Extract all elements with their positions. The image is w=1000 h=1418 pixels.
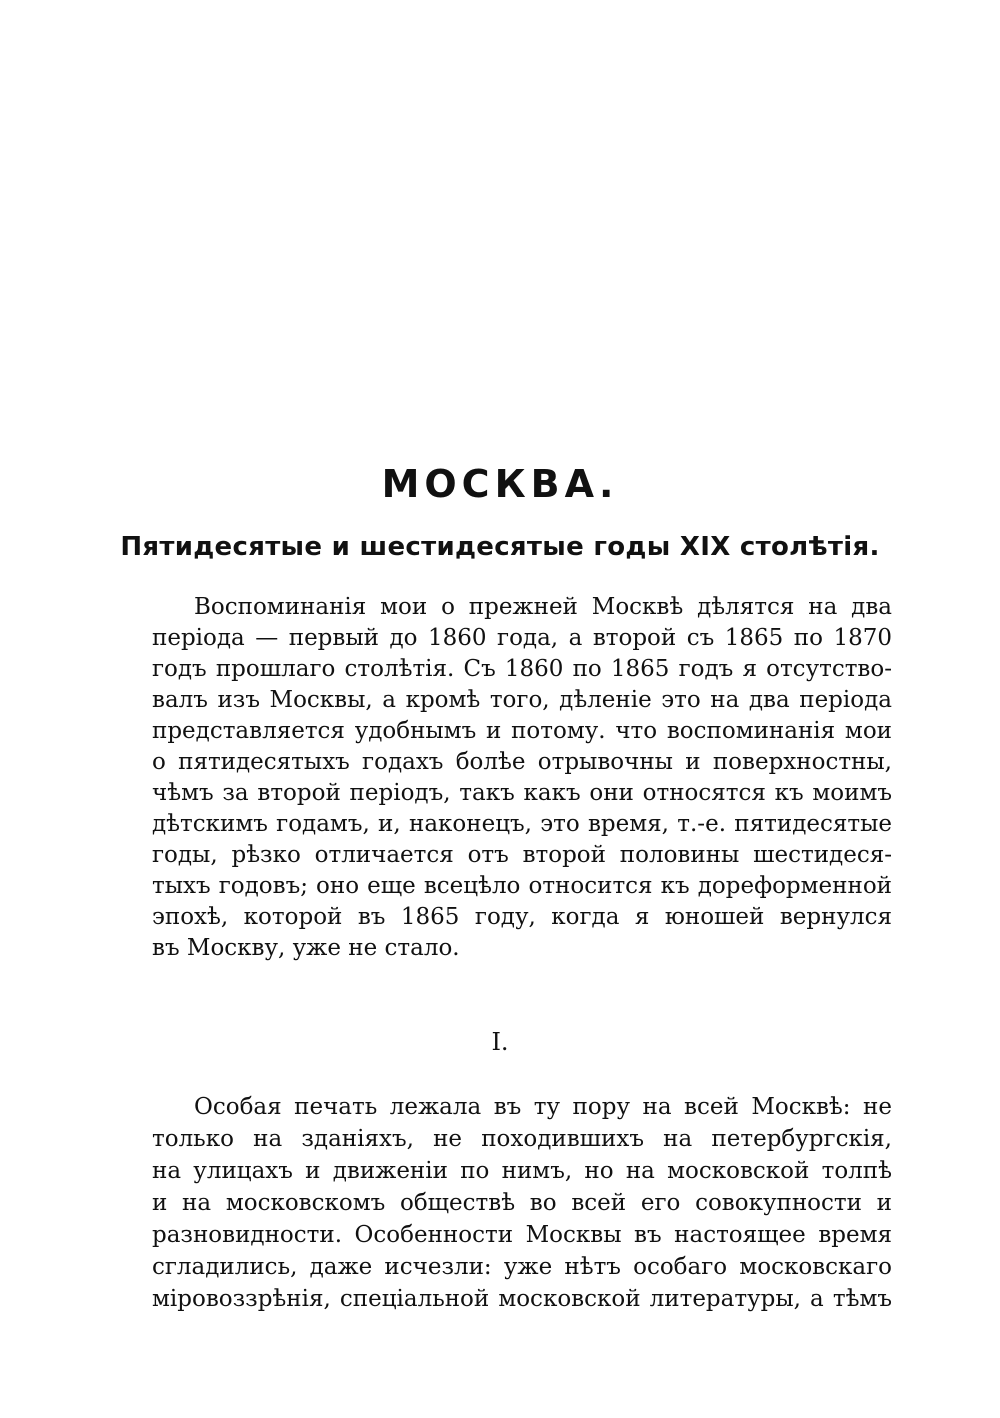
intro-paragraph	[152, 592, 892, 964]
text-line: тыхъ годовъ; оно еще всецѣло относится къ дореформенной	[152, 873, 892, 899]
text-line: дѣтскимъ годамъ, и, наконецъ, это время, т.-е. пятидесятые	[152, 811, 892, 837]
text-line: чѣмъ за второй періодъ, такъ какъ они относятся къ моимъ	[152, 780, 892, 806]
text-line: валъ изъ Москвы, а кромѣ того, дѣленіе это на два періода	[152, 687, 892, 713]
text-line: на улицахъ и движеніи по нимъ, но на московской толпѣ	[152, 1158, 892, 1184]
text-line: Воспоминанія мои о прежней Москвѣ дѣлятся на два	[194, 594, 892, 620]
text-line: годъ прошлаго столѣтія. Съ 1860 по 1865 годъ я отсутство-	[152, 656, 892, 682]
chapter-title: МОСКВА.	[381, 462, 619, 506]
text-line: Особая печать лежала въ ту пору на всей Москвѣ: не	[194, 1094, 892, 1120]
section-number: I.	[491, 1028, 509, 1056]
text-line: въ Москву, уже не стало.	[152, 935, 460, 961]
text-line: сгладились, даже исчезли: уже нѣтъ особаго московскаго	[152, 1254, 892, 1280]
chapter-subtitle: Пятидесятые и шестидесятые годы XIX столѣтія.	[120, 532, 880, 562]
text-line: и на московскомъ обществѣ во всей его совокупности и	[152, 1190, 892, 1216]
text-line: эпохѣ, которой въ 1865 году, когда я юношей вернулся	[152, 904, 892, 930]
text-line: годы, рѣзко отличается отъ второй половины шестидеся-	[152, 842, 892, 868]
text-line: представляется удобнымъ и потому. что воспоминанія мои	[152, 718, 892, 744]
text-line: міровоззрѣнія, спеціальной московской литературы, а тѣмъ	[152, 1286, 892, 1312]
text-line: о пятидесятыхъ годахъ болѣе отрывочны и поверхностны,	[152, 749, 892, 775]
section-paragraph	[152, 1091, 892, 1315]
text-line: только на зданіяхъ, не походившихъ на петербургскія,	[152, 1126, 892, 1152]
text-line: періода — первый до 1860 года, а второй съ 1865 по 1870	[152, 625, 892, 651]
text-line: разновидности. Особенности Москвы въ настоящее время	[152, 1222, 892, 1248]
